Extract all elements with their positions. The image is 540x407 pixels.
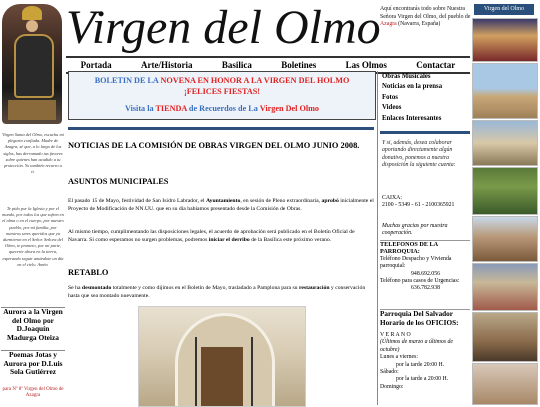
link-enlaces[interactable]: Enlaces Interesantes	[382, 114, 442, 122]
phones-title: TELEFONOS DE LA PARROQUIA:	[380, 241, 438, 256]
para1-b: Ayuntamiento	[205, 198, 241, 204]
main-divider	[68, 127, 374, 130]
section-title-retablo: RETABLO	[68, 268, 109, 277]
nav-contactar[interactable]: Contactar	[416, 60, 456, 70]
virgen-link-tail: Virgen del Olmo de Azagra	[24, 387, 64, 399]
novena-banner	[68, 71, 376, 120]
link-fotos[interactable]: Fotos	[382, 93, 398, 101]
thanks-text: Muchas gracias por nuestra cooperación.	[382, 223, 448, 237]
para3-e: y conservación hasta que sea montado nuevamente.	[68, 285, 366, 299]
paragraph-2	[68, 228, 374, 244]
caixa-account: 2100 - 5349 - 61 - 2100365921	[382, 202, 455, 209]
link-obras-musicales[interactable]: Obras Musicales	[382, 73, 431, 80]
parish-schedule	[380, 309, 470, 391]
virgen-link[interactable]	[2, 387, 64, 399]
nav-basilica[interactable]: Basilica	[221, 60, 252, 70]
town-link[interactable]: Azagra	[380, 21, 397, 28]
banner-line-2: ¡FELICES FIESTAS!	[183, 87, 261, 96]
para1-c: , en sesión de Pleno extraordinaria,	[240, 198, 322, 204]
verano-note: (Últimos de marzo a últimos de octubre)	[380, 339, 453, 353]
retablo-photo	[138, 306, 306, 407]
nav-arte-historia[interactable]: Arte/Historia	[141, 60, 193, 70]
phone-1-label: Teléfono Despacho y Vivienda parroquial:	[380, 255, 452, 270]
para3-d: restauración	[298, 285, 330, 291]
para3-b: desmontado	[81, 285, 112, 291]
photo-procession[interactable]	[472, 263, 538, 311]
nav-portada[interactable]: Portada	[80, 60, 112, 70]
banner-line3-a: Visita la	[124, 104, 156, 113]
sunday-label: Domingo:	[380, 383, 404, 390]
photo-virgin-altar[interactable]	[472, 18, 538, 62]
nav-las-olmos[interactable]: Las Olmos	[345, 60, 387, 70]
parish-title: Parroquia Del Salvador Horario de los OFICIOS:	[380, 310, 459, 327]
section-title-municipal: ASUNTOS MUNICIPALES	[68, 177, 169, 186]
link-noticias-prensa[interactable]: Noticias en la prensa	[382, 83, 443, 91]
para3-c: totalmente y como dijimos en el Boletín de Mayo, trasladado a Pamplona para su	[111, 285, 299, 291]
header-desc-prefix: Aquí encontrarás todo sobre Nuestra Señora Virgen del Olmo, del pueblo de	[380, 6, 471, 20]
phone-2-number: 636.782.938	[411, 285, 440, 292]
para3-a: Se ha	[68, 285, 82, 291]
poemas-link[interactable]: Poemas Jotas y Aurora por D.Luis Sola Gutiérrez	[1, 350, 65, 377]
side-links	[382, 72, 470, 124]
virgen-link-prefix: para Nº 8º	[2, 387, 24, 392]
photo-basilica-model[interactable]	[472, 312, 538, 362]
banner-line3-d: Virgen Del Olmo	[259, 104, 320, 113]
banner-line-1[interactable]	[69, 75, 375, 86]
header-desc-suffix: (Navarra, España)	[396, 21, 441, 28]
header-description	[380, 6, 472, 29]
aurora-link[interactable]: Aurora a la Virgen del Olmo por D.Joaquín Madurga Oteiza	[1, 307, 65, 342]
nav-boletines[interactable]: Boletines	[281, 60, 317, 70]
header-badge: Virgen del Olmo	[474, 4, 534, 15]
shop-link[interactable]: TIENDA	[155, 104, 187, 113]
paragraph-1	[68, 197, 374, 213]
saturday-time: por la tarde a 20:00 H.	[396, 376, 449, 383]
photo-church-front[interactable]	[472, 216, 538, 262]
side-divider	[380, 131, 470, 134]
bank-account	[382, 195, 470, 210]
para2-c: de la Basílica este próximo verano.	[249, 237, 332, 243]
caixa-label: CAIXA:	[382, 195, 402, 201]
column-separator	[377, 71, 378, 405]
prayer-text-2: Te pido por la Iglesia y por el mundo, por todos los que sufren en el alma o en el cuerpo, por nuestro pueblo, por mi familia, por nuestros seres queridos que ya durmieron en el Señor. Señora del Olmo, te prometo, por mi parte, quererte ahora en la tierra, esperando seguir amándote un día en el cielo. Amén.	[2, 206, 64, 267]
phone-1-number: 948.692.056	[411, 270, 440, 277]
article-title: NOTICIAS DE LA COMISIÓN DE OBRAS VIRGEN DEL OLMO JUNIO 2008.	[68, 141, 360, 150]
para2-b: iniciar el derribo	[208, 237, 250, 243]
weekday-label: Lunes a viernes:	[380, 354, 418, 361]
photo-town-view[interactable]	[472, 120, 538, 166]
site-title: Virgen del Olmo	[66, 1, 381, 54]
banner-line-3[interactable]	[69, 103, 375, 114]
verano-label: V E R A N O	[380, 332, 411, 338]
phone-2-label: Teléfono para casos de Urgencias:	[380, 278, 460, 285]
saturday-label: Sábado:	[380, 369, 399, 376]
para1-e: inicialmente el Proyecto de Modificación de NN.UU. que en su día habíamos presentado desde la Comisión de Obras.	[68, 198, 374, 212]
weekday-time: por la tarde 20:00 H.	[396, 361, 445, 368]
photo-building[interactable]	[472, 363, 538, 405]
donation-text: Y si, además, desea colaborar aportando directamente algún donativo, ponemos a nuestra disposición la siguiente cuenta:	[382, 140, 456, 169]
banner-line3-c: de Recuerdos de La	[186, 104, 260, 113]
para1-a: El pasado 15 de Mayo, festividad de San Isidro Labrador, el	[68, 198, 206, 204]
photo-basilica-exterior[interactable]	[472, 63, 538, 119]
photo-landscape[interactable]	[472, 167, 538, 215]
banner-line1-a: BOLETIN DE LA	[94, 76, 161, 85]
link-videos[interactable]: Videos	[382, 104, 402, 112]
banner-line1-b: NOVENA EN HONOR A LA VIRGEN DEL HOLMO	[160, 76, 350, 85]
para2-a: Al mismo tiempo, cumplimentando las disposiciones legales, el acuerdo de aprobación será publicado en el Boletín Oficial de Navarra. Si como esperamos no surgen problemas, podremos	[68, 229, 355, 243]
parish-phones	[380, 240, 470, 293]
paragraph-3	[68, 284, 374, 300]
virgin-statue-image	[2, 4, 62, 124]
prayer-text-1: Virgen Santa del Olmo, escucha mi plegaria confiada. Madre de Azagra, sé que, a lo largo de los siglos, has derramado tus favores sobre quienes han acudido a tu protección. Yo también recurro a ti.	[2, 132, 64, 175]
para1-d: aprobó	[321, 198, 339, 204]
